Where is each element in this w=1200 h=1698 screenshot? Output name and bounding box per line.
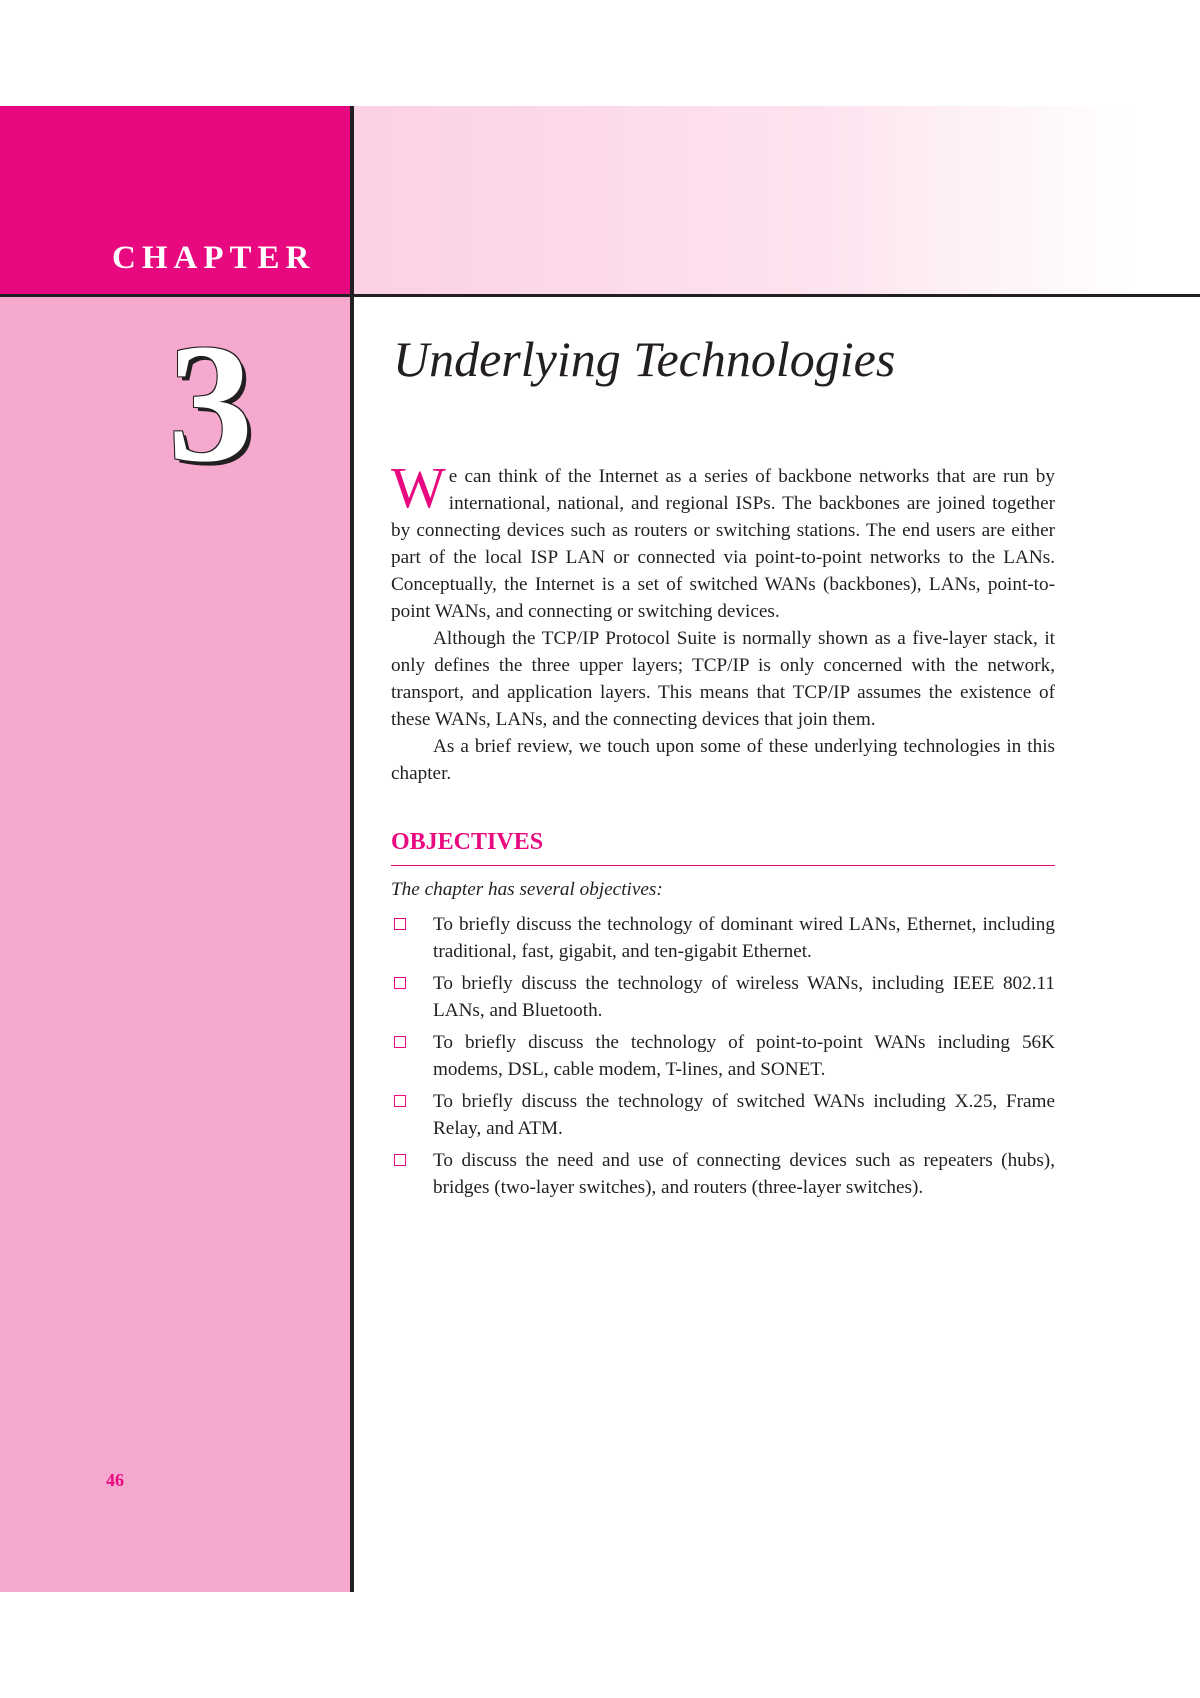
objective-item — [391, 911, 1055, 965]
drop-cap: W — [391, 455, 446, 520]
objective-item — [391, 970, 1055, 1024]
square-bullet-icon — [394, 1154, 406, 1166]
header-band — [354, 106, 1200, 296]
objective-text: To briefly discuss the technology of wireless WANs, including IEEE 802.11 LANs, and Bluetooth. — [433, 973, 1055, 1021]
objectives-heading: OBJECTIVES — [391, 827, 1055, 866]
objectives-intro: The chapter has several objectives: — [391, 879, 663, 900]
square-bullet-icon — [394, 1095, 406, 1107]
chapter-number: 3 — [168, 309, 253, 497]
chapter-title: Underlying Technologies — [393, 331, 896, 387]
vertical-divider — [350, 106, 354, 1592]
objective-text: To briefly discuss the technology of switched WANs including X.25, Frame Relay, and ATM. — [433, 1091, 1055, 1139]
objective-text: To briefly discuss the technology of point-to-point WANs including 56K modems, DSL, cable modem, T-lines, and SONET. — [433, 1032, 1055, 1080]
page-number: 46 — [106, 1470, 124, 1490]
objectives-list — [391, 911, 1055, 1201]
objective-item — [391, 1088, 1055, 1142]
intro-paragraph-1 — [391, 455, 1055, 625]
horizontal-divider — [0, 294, 1200, 297]
square-bullet-icon — [394, 918, 406, 930]
square-bullet-icon — [394, 1036, 406, 1048]
objective-text: To discuss the need and use of connecting devices such as repeaters (hubs), bridges (two-layer switches), and routers (three-layer switches). — [433, 1150, 1055, 1198]
intro-paragraph-3: As a brief review, we touch upon some of these underlying technologies in this chapter. — [391, 736, 1055, 784]
intro-paragraph-1-text: e can think of the Internet as a series of backbone networks that are run by international, national, and regional ISPs. The backbones are joined together by connecting devices such as routers or switching stations. The end users are either part of the local ISP LAN or connected via point-to-point networks to the LANs. Conceptually, the Internet is a set of switched WANs (backbones), LANs, point-to-point WANs, and connecting or switching devices. — [391, 466, 1055, 622]
objective-item — [391, 1029, 1055, 1083]
chapter-body — [391, 455, 1055, 1206]
objective-item — [391, 1147, 1055, 1201]
intro-paragraph-2: Although the TCP/IP Protocol Suite is normally shown as a five-layer stack, it only defines the three upper layers; TCP/IP is only concerned with the network, transport, and application layers. This means that TCP/IP assumes the existence of these WANs, LANs, and the connecting devices that join them. — [391, 628, 1055, 730]
square-bullet-icon — [394, 977, 406, 989]
chapter-label: CHAPTER — [112, 240, 316, 276]
objective-text: To briefly discuss the technology of dominant wired LANs, Ethernet, including traditional, fast, gigabit, and ten-gigabit Ethernet. — [433, 914, 1055, 962]
